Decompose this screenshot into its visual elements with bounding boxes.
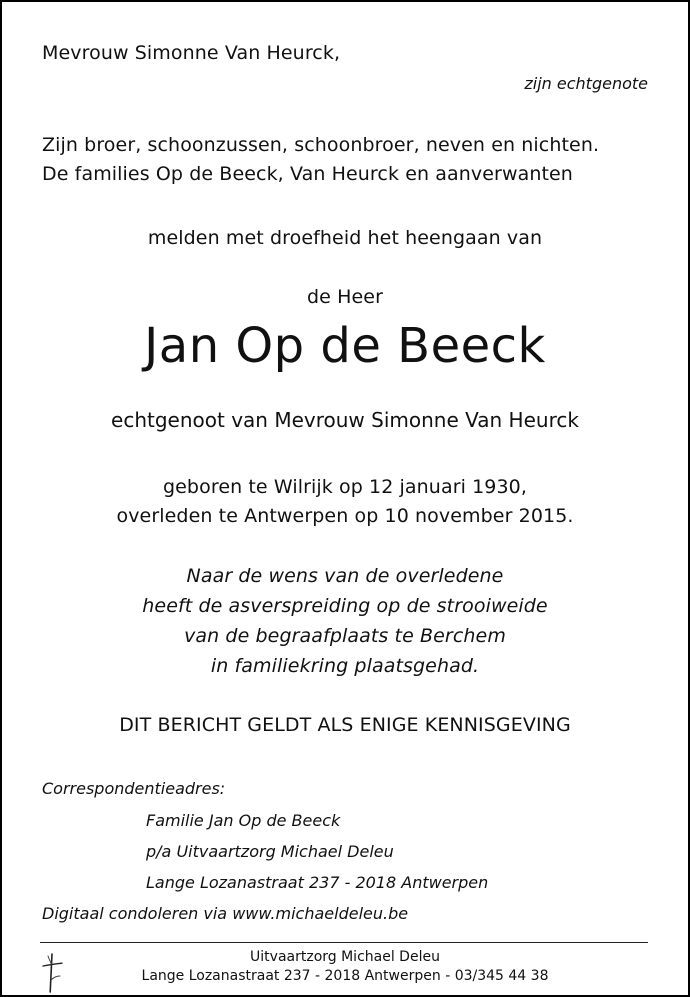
condolence-link[interactable]: Digitaal condoleren via www.michaeldeleu.be <box>42 904 409 923</box>
wish-line-4: in familiekring plaatsgehad. <box>210 655 480 677</box>
deceased-name: Jan Op de Beeck <box>144 318 546 374</box>
correspondence-line-1: Familie Jan Op de Beeck <box>146 811 341 830</box>
footer-company: Uitvaartzorg Michael Deleu <box>250 949 440 965</box>
correspondence-line-2: p/a Uitvaartzorg Michael Deleu <box>146 842 394 861</box>
birth-line: geboren te Wilrijk op 12 januari 1930, <box>162 476 528 498</box>
wish-line-3: van de begraafplaats te Berchem <box>184 625 506 647</box>
announcement: melden met droefheid het heengaan van <box>147 227 543 249</box>
sole-notice: DIT BERICHT GELDT ALS ENIGE KENNISGEVING <box>119 714 571 736</box>
spouse-relation: zijn echtgenote <box>524 74 648 93</box>
wish-line-1: Naar de wens van de overledene <box>186 565 504 587</box>
correspondence-label: Correspondentieadres: <box>42 779 226 798</box>
footer-address: Lange Lozanastraat 237 - 2018 Antwerpen - 03/345 44 38 <box>141 968 549 984</box>
footer-divider <box>40 942 648 943</box>
wish-line-2: heeft de asverspreiding op de strooiweide <box>142 595 548 617</box>
deceased-spouse-of: echtgenoot van Mevrouw Simonne Van Heurck <box>111 408 579 432</box>
spouse-name: Mevrouw Simonne Van Heurck, <box>42 42 341 64</box>
death-line: overleden te Antwerpen op 10 november 2015. <box>116 505 574 527</box>
family-line-1: Zijn broer, schoonzussen, schoonbroer, neven en nichten. <box>42 134 600 156</box>
deceased-title: de Heer <box>307 286 383 308</box>
correspondence-line-3: Lange Lozanastraat 237 - 2018 Antwerpen <box>146 873 489 892</box>
family-line-2: De families Op de Beeck, Van Heurck en aanverwanten <box>42 163 573 185</box>
